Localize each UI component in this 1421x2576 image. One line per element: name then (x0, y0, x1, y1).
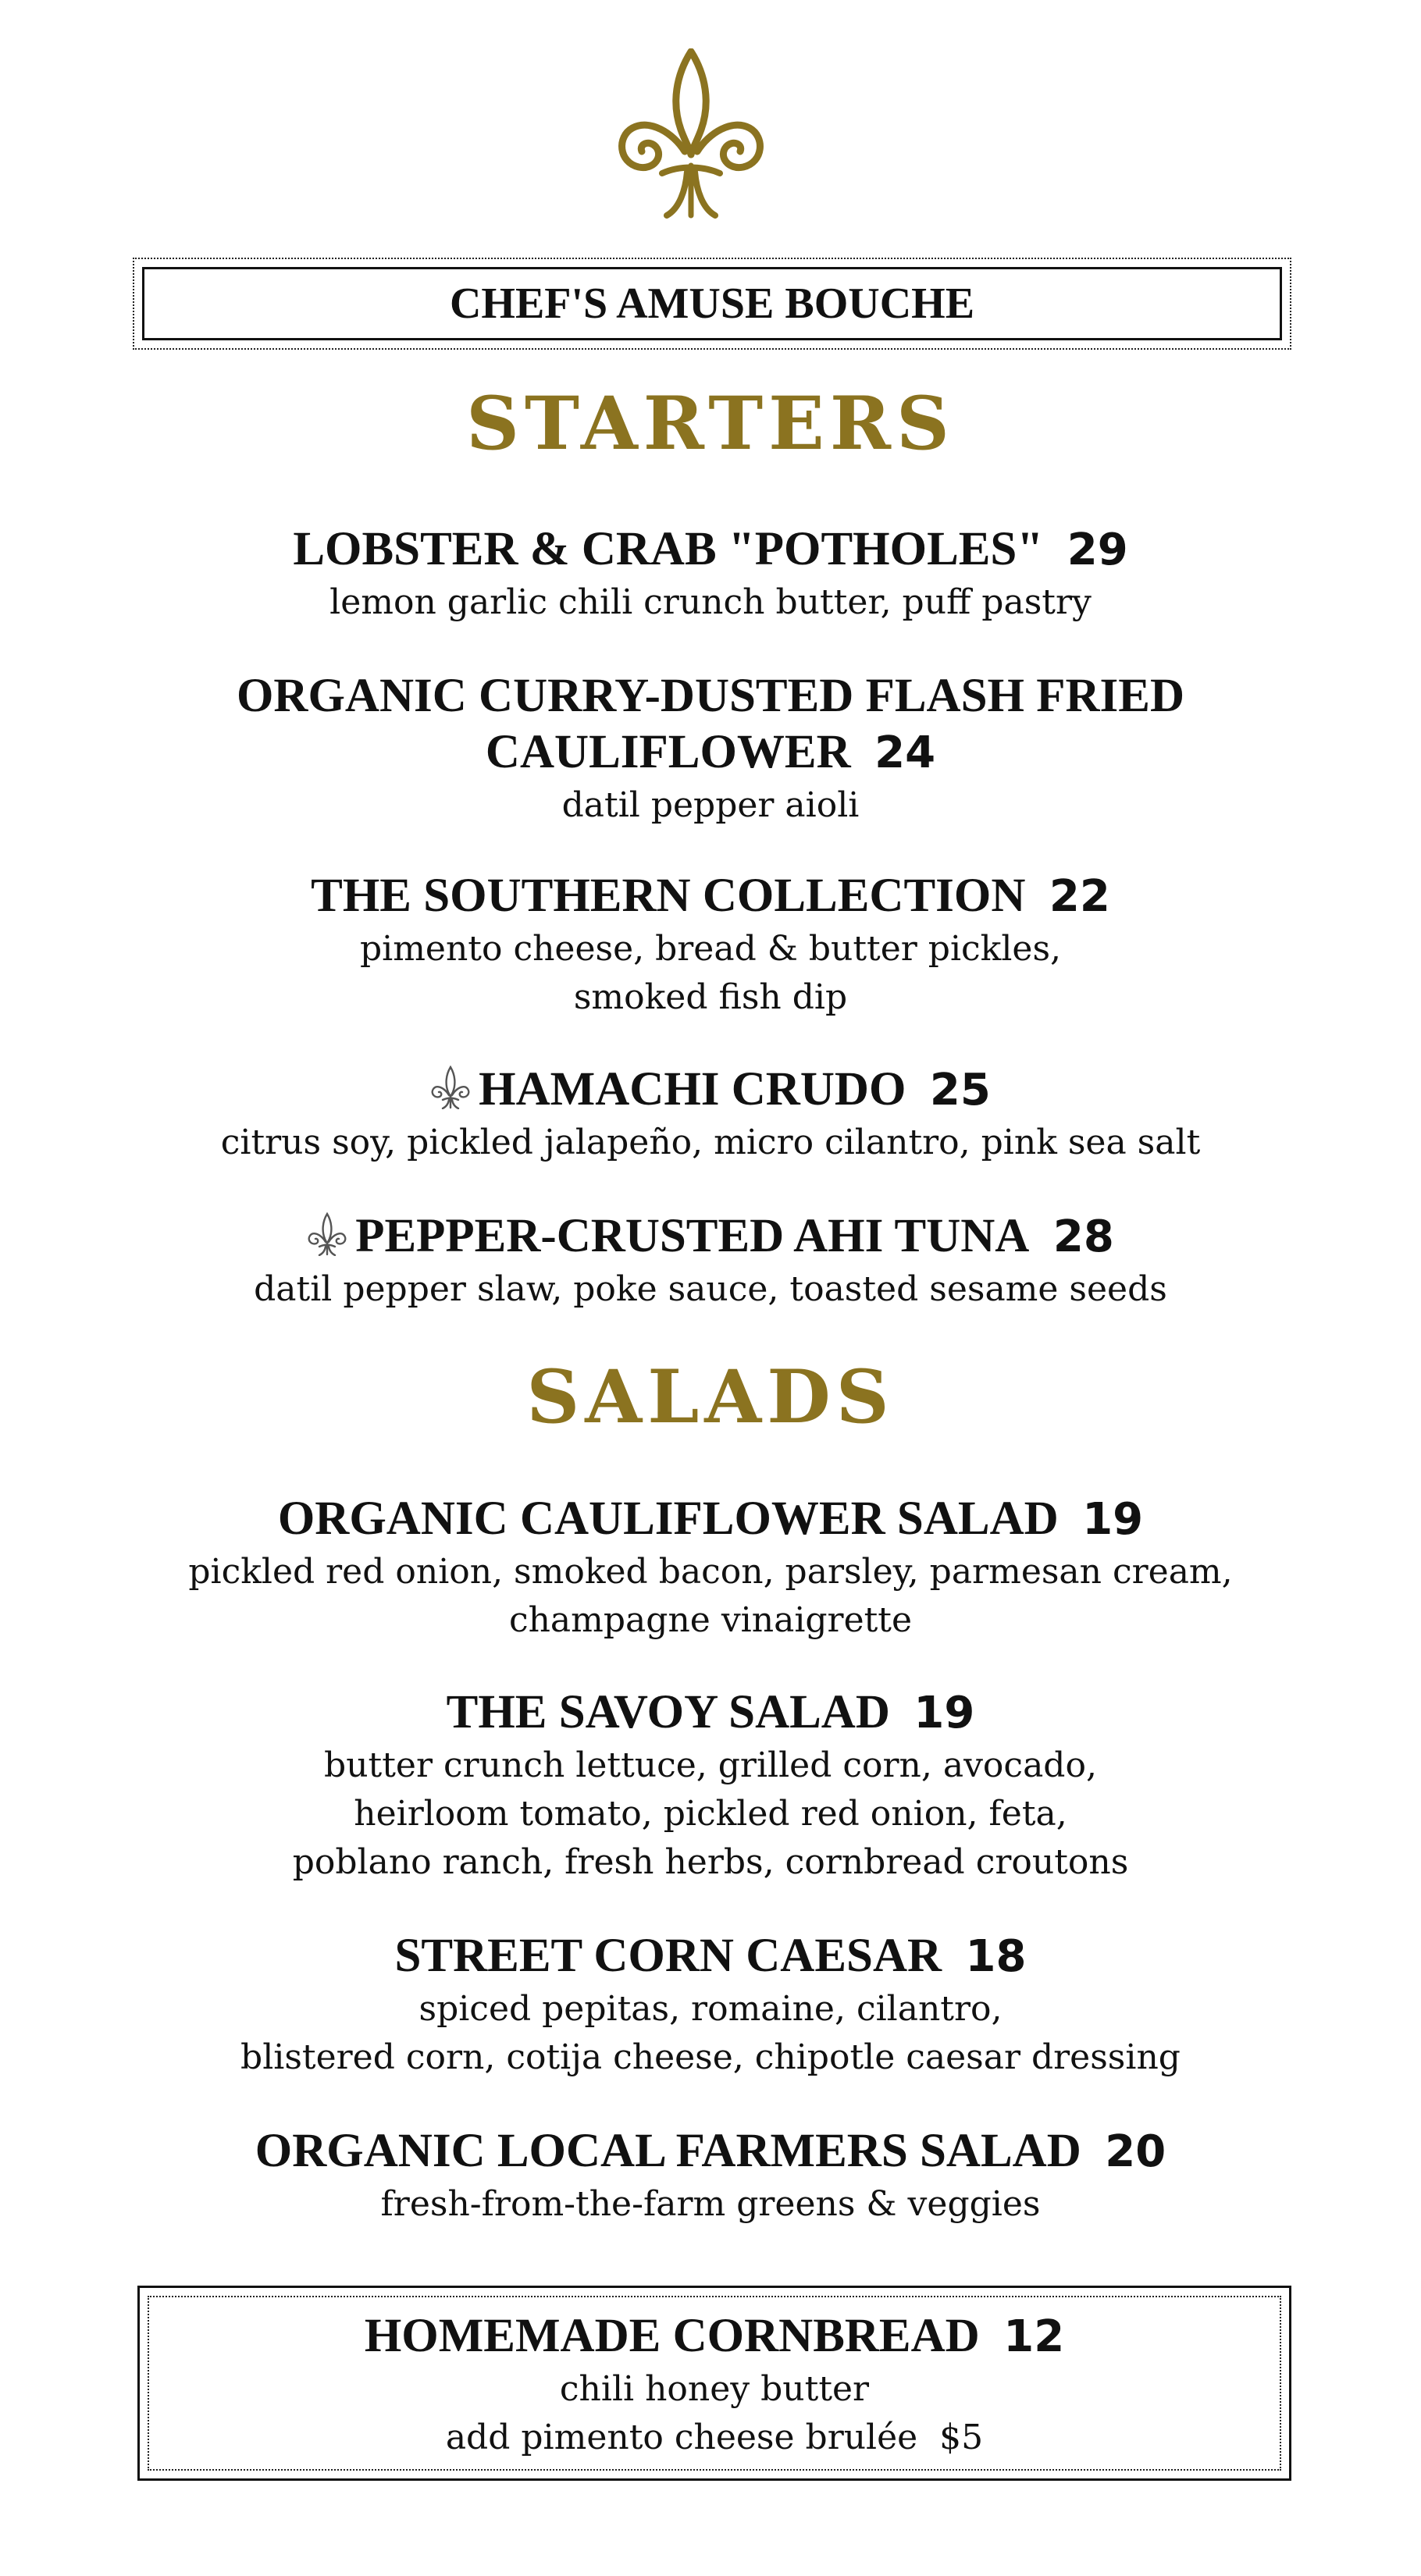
item-name: LOBSTER & CRAB "POTHOLES" (293, 523, 1044, 575)
item-description: spiced pepitas, romaine, cilantro, (418, 1989, 1003, 2029)
amuse-bouche-banner (133, 258, 1291, 350)
item-name: ORGANIC LOCAL FARMERS SALAD (255, 2125, 1081, 2177)
item-description: champagne vinaigrette (508, 1600, 913, 1640)
menu-item (0, 2123, 1421, 2229)
item-description: pimento cheese, bread & butter pickles, (359, 929, 1062, 969)
item-description: fresh-from-the-farm greens & veggies (380, 2184, 1041, 2224)
item-name-line: ORGANIC CURRY-DUSTED FLASH FRIED (236, 670, 1185, 722)
item-name-line (0, 1062, 1421, 1119)
item-description: chili honey butter (559, 2369, 870, 2409)
item-description: datil pepper aioli (561, 785, 860, 825)
cornbread-feature-box (137, 2286, 1291, 2481)
fleur-de-lis-ornament-icon (609, 48, 773, 224)
item-name: THE SAVOY SALAD (446, 1686, 890, 1738)
item-name: HAMACHI CRUDO (479, 1063, 906, 1115)
item-name: THE SOUTHERN COLLECTION (311, 870, 1026, 922)
item-name-line (0, 724, 1421, 781)
menu-item (0, 1685, 1421, 1887)
item-name-line (149, 2308, 1280, 2365)
item-name: PEPPER-CRUSTED AHI TUNA (355, 1210, 1030, 1262)
item-description: smoked fish dip (573, 977, 848, 1017)
item-name: CAULIFLOWER (485, 726, 851, 778)
menu-item (0, 521, 1421, 627)
section-title-starters: STARTERS (466, 381, 955, 467)
menu-item (0, 868, 1421, 1022)
item-description: blistered corn, cotija cheese, chipotle caesar dressing (240, 2037, 1181, 2077)
item-name-line (0, 521, 1421, 578)
item-description: datil pepper slaw, poke sauce, toasted sesame seeds (254, 1269, 1167, 1309)
menu-item (0, 1928, 1421, 2082)
item-price: 29 (1067, 525, 1128, 575)
cornbread-frame (148, 2296, 1281, 2471)
amuse-bouche-label: CHEF'S AMUSE BOUCHE (449, 279, 975, 328)
item-price: 25 (929, 1065, 991, 1115)
item-addon: add pimento cheese brulée $5 (445, 2418, 984, 2457)
item-description: heirloom tomato, pickled red onion, feta, (354, 1794, 1067, 1834)
item-description: pickled red onion, smoked bacon, parsley, parmesan cream, (188, 1552, 1233, 1592)
item-price: 12 (1003, 2311, 1065, 2362)
item-price: 24 (874, 728, 936, 778)
amuse-bouche-frame (142, 267, 1282, 340)
item-price: 20 (1105, 2126, 1166, 2177)
item-name: HOMEMADE CORNBREAD (364, 2310, 980, 2362)
item-price: 28 (1052, 1212, 1114, 1262)
section-title-salads: SALADS (526, 1354, 895, 1440)
item-name-line (0, 1685, 1421, 1742)
item-description: citrus soy, pickled jalapeño, micro cilantro, pink sea salt (220, 1123, 1201, 1162)
menu-item (0, 668, 1421, 830)
fleur-de-lis-icon (430, 1066, 471, 1109)
item-description: butter crunch lettuce, grilled corn, avocado, (324, 1745, 1097, 1785)
item-name-line (0, 1208, 1421, 1265)
item-price: 22 (1049, 871, 1110, 922)
item-price: 19 (914, 1688, 975, 1738)
item-description: poblano ranch, fresh herbs, cornbread croutons (292, 1842, 1129, 1882)
item-price: 18 (965, 1931, 1027, 1982)
menu-item (0, 1062, 1421, 1167)
item-name: STREET CORN CAESAR (394, 1930, 942, 1982)
item-name-line (0, 1491, 1421, 1548)
menu-item (0, 1208, 1421, 1314)
item-name-line (0, 868, 1421, 925)
item-name: ORGANIC CAULIFLOWER SALAD (277, 1493, 1059, 1545)
item-description: lemon garlic chili crunch butter, puff pastry (329, 582, 1092, 622)
item-name-line (0, 2123, 1421, 2180)
item-name-line (0, 1928, 1421, 1985)
item-price: 19 (1082, 1494, 1144, 1545)
menu-item (0, 1491, 1421, 1645)
fleur-de-lis-icon (307, 1212, 347, 1256)
